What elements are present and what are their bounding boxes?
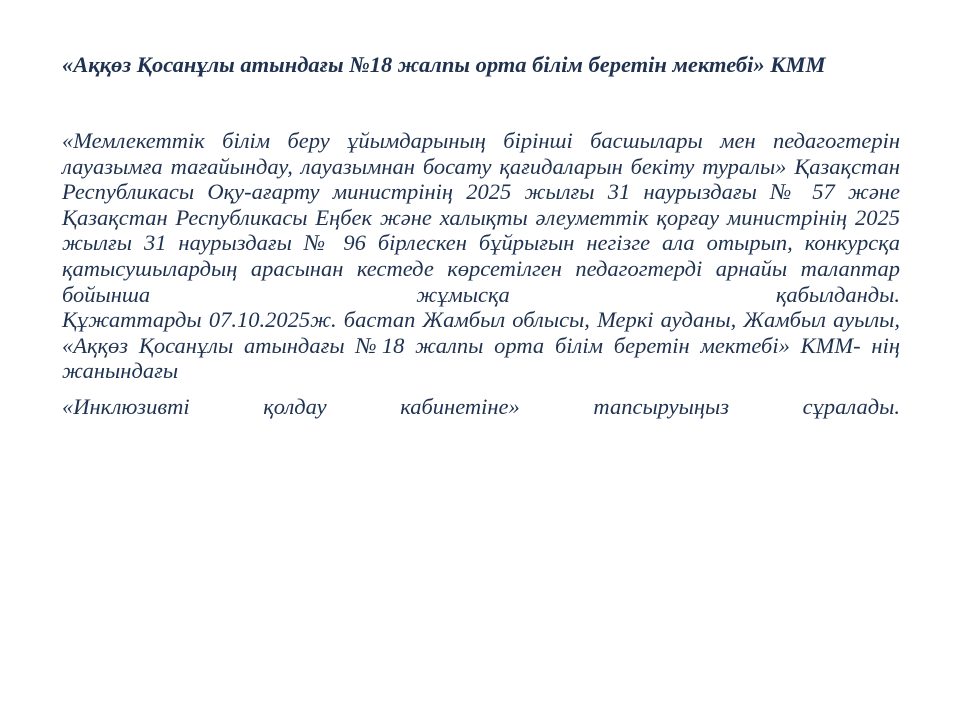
school-title: «Аққөз Қосанұлы атындағы №18 жалпы орта білім беретін мектебі» КММ bbox=[62, 52, 826, 77]
announcement-paragraph-documents: Құжаттарды 07.10.2025ж. бастап Жамбыл облысы, Меркі ауданы, Жамбыл ауылы, «Аққөз Қосанұлы атындағы №18 жалпы орта білім беретін мектебі» КММ- нің жанындағы bbox=[62, 307, 900, 384]
announcement-paragraph-final: «Инклюзивті қолдау кабинетіне» тапсыруыңыз сұралады. bbox=[62, 393, 900, 419]
announcement-paragraph-main: «Мемлекеттік білім беру ұйымдарының бірінші басшылары мен педагогтерін лауазымға тағайындау, лауазымнан босату қағидаларын бекіту туралы» Қазақстан Республикасы Оқу-ағарту министрінің 2025 жылғы 31 наурыздағы № 57 және Қазақстан Республикасы Еңбек және халықты әлеуметтік қорғау министрінің 2025 жылғы 31 наурыздағы № 96 бірлескен бұйрығын негізге ала отырып, конкурсқа қатысушылардың арасынан кестеде көрсетілген педагогтерді арнайы талаптар бойынша жұмысқа қабылданды. bbox=[62, 128, 900, 307]
announcement-body bbox=[62, 128, 900, 420]
slide-content bbox=[62, 52, 900, 420]
